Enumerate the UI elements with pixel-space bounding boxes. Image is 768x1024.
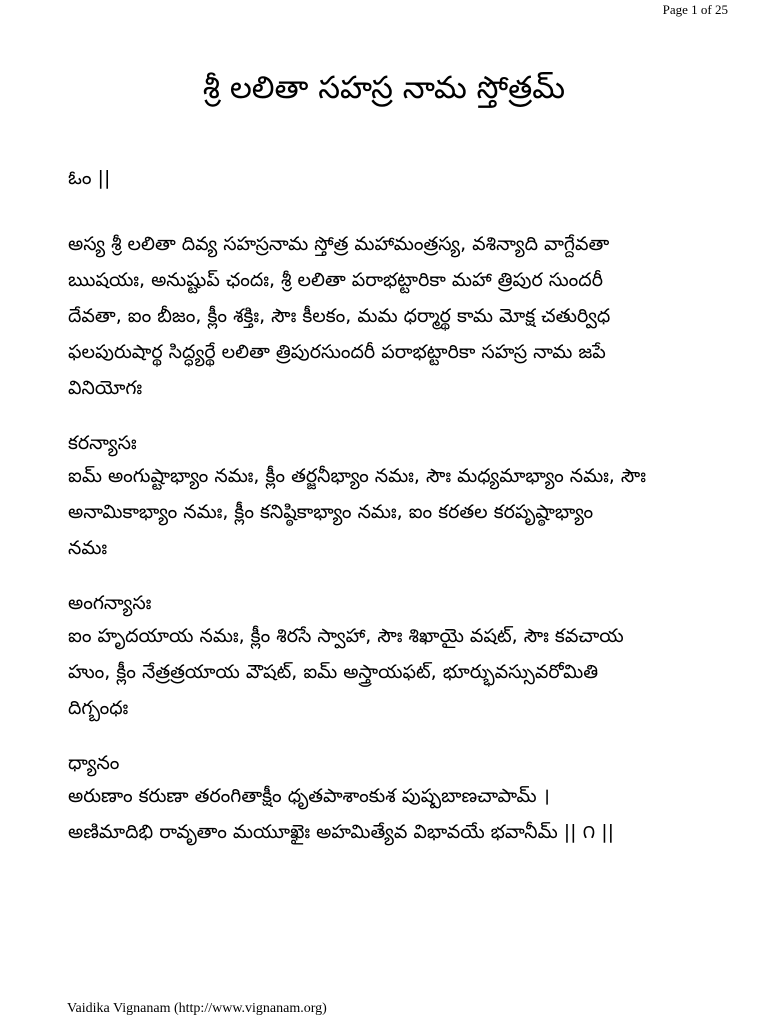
spacer xyxy=(68,196,718,226)
viniyoga-line: ఋషయః, అనుష్టుప్ ఛందః, శ్రీ లలితా పరాభట్టారికా మహా త్రిపుర సుందరీ xyxy=(68,269,603,291)
anganyasa-section xyxy=(68,588,718,726)
viniyoga-line: దేవతా, ఐం బీజం, క్లీం శక్తిః, సౌః కీలకం, మమ ధర్మార్థ కామ మోక్ష చతుర్విధ xyxy=(68,305,611,327)
karanyasa-line: నమః xyxy=(68,537,108,559)
page-number: Page 1 of 25 xyxy=(662,2,728,17)
dhyanam-line: అరుణాం కరుణా తరంగితాక్షీం ధృతపాశాంకుశ పుష్పబాణచాపామ్ । xyxy=(68,785,550,807)
anganyasa-line: దిగ్బంధః xyxy=(68,697,129,719)
document-body xyxy=(68,160,718,850)
spacer xyxy=(68,726,718,748)
karanyasa-section xyxy=(68,428,718,566)
viniyoga-line: ఫలపురుషార్థ సిద్ధ్యర్థే లలితా త్రిపురసుందరీ పరాభట్టారికా సహస్ర నామ జపే xyxy=(68,341,606,363)
dhyanam-line: అణిమాదిభి రావృతాం మయూఖైః అహమిత్యేవ విభావయే భవానీమ్ || ౧ || xyxy=(68,821,615,843)
anganyasa-line: ఐం హృదయాయ నమః, క్లీం శిరసే స్వాహా, సౌః శిఖాయై వషట్, సౌః కవచాయ xyxy=(68,625,624,647)
viniyoga-line: వినియోగః xyxy=(68,377,143,399)
spacer xyxy=(68,566,718,588)
karanyasa-line: ఐమ్ అంగుష్టాభ్యాం నమః, క్లీం తర్జనీభ్యాం నమః, సౌః మధ్యమాభ్యాం నమః, సౌః xyxy=(68,465,647,487)
page-title: శ్రీ లలితా సహస్ర నామ స్తోత్రమ్ xyxy=(202,70,566,106)
viniyoga-line: అస్య శ్రీ లలితా దివ్య సహస్రనామ స్తోత్ర మహామంత్రస్య, వశిన్యాది వాగ్దేవతా xyxy=(68,233,610,255)
page-footer: Vaidika Vignanam (http://www.vignanam.org) xyxy=(67,1001,327,1016)
karanyasa-line: అనామికాభ్యాం నమః, క్లీం కనిష్ఠికాభ్యాం నమః, ఐం కరతల కరపృష్ఠాభ్యాం xyxy=(68,501,594,523)
anganyasa-line: హుం, క్లీం నేత్రత్రయాయ వౌషట్, ఐమ్ అస్త్రాయఫట్, భూర్భువస్సువరోమితి xyxy=(68,661,599,683)
opening-invocation: ఓం || xyxy=(68,167,111,189)
dhyanam-heading: ధ్యానం xyxy=(68,752,120,774)
karanyasa-heading: కరన్యాసః xyxy=(68,432,137,454)
dhyanam-section xyxy=(68,748,718,850)
viniyoga-paragraph xyxy=(68,226,718,406)
spacer xyxy=(68,406,718,428)
anganyasa-heading: అంగన్యాసః xyxy=(68,592,152,614)
